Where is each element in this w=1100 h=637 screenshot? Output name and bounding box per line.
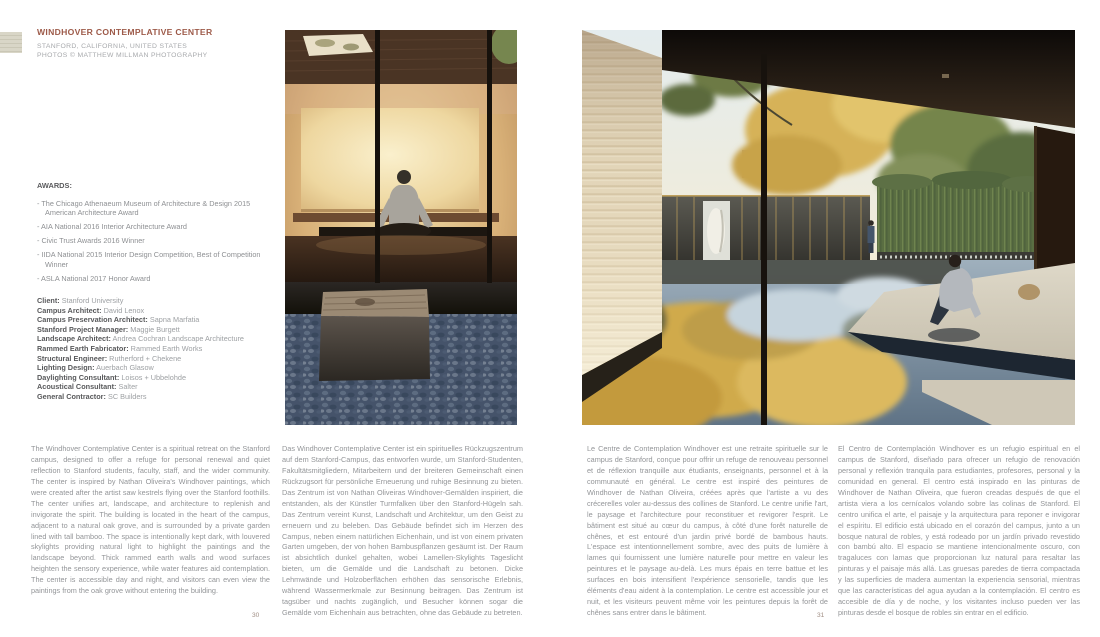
project-title: WINDHOVER CONTEMPLATIVE CENTER <box>37 27 213 37</box>
page-number-left: 30 <box>252 612 260 619</box>
body-text-french: Le Centre de Contemplation Windhover est une retraite spirituelle sur le campus de Stanford, conçue pour offrir un refuge de renouveau personnel et de réflexion tranquille aux étudiants, enseignants, personnel et à la communauté en général. Le centre est inspiré des peintures de Windhover de Nathan Oliveira, créées après que l'artiste a vu des crécerelles voler au-dessus des collines de Stanford. Le centre unifie l'art, le paysage et l'architecture pour reconstituer et revigorer l'esprit. Le bâtiment est situé au cœur du campus, à côté d'une forêt naturelle de chênes, et est entouré d'un jardin privé bordé de bambous hauts. L'espace est intentionnellement sombre, avec des puits de lumière à lames qui fournissent une lumière naturelle pour mettre en valeur les peintures et le paysage au-delà. Les murs épais en terre battue et les surfaces en bois intensifient l'expérience sensorielle, tandis que les éléments d'eau aident à la contemplation. Le centre est accessible jour et nuit, et les visiteurs peuvent même voir les peintures depuis la forêt de chênes sans entrer dans le bâtiment. <box>587 444 828 617</box>
stone-block <box>319 289 430 381</box>
credit-row: Campus Architect: David Lenox <box>37 305 145 315</box>
credit-row: Campus Preservation Architect: Sapna Marfatia <box>37 315 200 325</box>
meditation-room-illustration <box>285 30 517 425</box>
award-item: - IIDA National 2015 Interior Design Competition, Best of Competition Winner <box>37 250 261 270</box>
body-text-german: Das Windhover Contemplative Center ist ein spirituelles Rückzugszentrum auf dem Stanford-Campus, das entworfen wurde, um Stanford-Studenten, Fakultätsmitgliedern, Mitarbeitern und der breiteren Gemeinschaft einen Rückzugsort für persönliche Erneuerung und ruhige Besinnung zu bieten. Das Zentrum ist von Nathan Oliveiras Windhover-Gemälden inspiriert, die entstanden, als der Künstler Turmfalken über den Stanford-Hügeln sah. Das Zentrum vereint Kunst, Landschaft und Architektur, um den Geist zu erneuern und zu beleben. Das Gebäude befindet sich im Herzen des Campus, neben einem natürlichen Eichenhain, und ist von einem privaten Garten umgeben, der von hohen Bambuspflanzen gesäumt ist. Der Raum ist absichtlich dunkel gehalten, wobei Lamellen-Skylights Tageslicht bieten, um die Gemälde und die Landschaft zu betonen. Dicke Lehmwände und Holzoberflächen erhöhen das sensorische Erlebnis, während Wassermerkmale zur Besinnung beitragen. Das Zentrum ist tagsüber und nachts zugänglich, und Besucher können sogar die Gemälde vom Eichenhain aus betrachten, ohne das Gebäude zu betreten. <box>282 444 523 617</box>
chapter-tab <box>0 32 22 53</box>
soffit-light <box>942 74 949 78</box>
rammed-earth-wall <box>582 30 662 375</box>
credit-row: Landscape Architect: Andrea Cochran Landscape Architecture <box>37 334 244 344</box>
credit-row: Stanford Project Manager: Maggie Burgett <box>37 324 180 334</box>
glass-mullion <box>761 54 767 425</box>
credit-row: General Contractor: SC Builders <box>37 391 147 401</box>
reflecting-pool-photo <box>582 30 1075 425</box>
awards-section <box>37 181 270 288</box>
project-subheader <box>37 42 208 61</box>
credits-list <box>37 296 275 402</box>
terrace-stone <box>1018 284 1040 300</box>
body-text-spanish: El Centro de Contemplación Windhover es un refugio espiritual en el campus de Stanford, diseñado para ofrecer un refugio de renovación personal y reflexión tranquila para estudiantes, profesores, personal y la comunidad en general. El centro está inspirado en las pinturas de Windhover de Nathan Oliveira, que fueron creadas después de que el artista viera a los cernícalos volando sobre las colinas de Stanford. El centro unifica el arte, el paisaje y la arquitectura para reponer e invigorar el espíritu. El edificio está ubicado en el corazón del campus, junto a un bosque natural de robles, y está rodeado por un jardín privado revestido con bambú alto. El espacio se mantiene intencionalmente oscuro, con tragaluces con lamas que proporcionan luz natural para resaltar las pinturas y el paisaje más allá. Las gruesas paredes de tierra compactada y las superficies de madera aumentan la experiencia sensorial, mientras que las características del agua ayudan a la contemplación. El centro es accesible de día y de noche, y los visitantes incluso pueden ver las pinturas desde el bosque de robles sin entrar en el edificio. <box>838 444 1080 617</box>
reflective-floor <box>285 235 517 284</box>
award-item: - ASLA National 2017 Honor Award <box>37 274 151 284</box>
bamboo-hedge <box>872 171 1052 269</box>
page-number-right: 31 <box>817 612 825 619</box>
credit-row: Structural Engineer: Rutherford + Chekene <box>37 353 182 363</box>
award-item: - The Chicago Athenaeum Museum of Architecture & Design 2015 American Architecture Award <box>37 198 251 218</box>
award-item: - AIA National 2016 Interior Architecture Award <box>37 222 187 232</box>
credit-row: Client: Stanford University <box>37 296 124 305</box>
credit-row: Daylighting Consultant: Loisos + Ubbelohde <box>37 372 187 382</box>
award-item: - Civic Trust Awards 2016 Winner <box>37 236 145 246</box>
reflecting-pool-illustration <box>582 30 1075 425</box>
credit-row: Lighting Design: Auerbach Glasow <box>37 363 154 373</box>
body-text-english: The Windhover Contemplative Center is a spiritual retreat on the Stanford campus, designed to offer a refuge for personal renewal and quiet reflection to Stanford students, faculty, staff, and the wider community. The center is inspired by Nathan Oliveira's Windhover paintings, which were created after the artist saw kestrels flying over the Stanford foothills. The center unifies art, landscape, and architecture to replenish and invigorate the spirit. The building is located in the heart of the campus, adjacent to a natural oak grove, and is surrounded by a private garden lined with tall bamboo. The space is intentionally kept dark, with louvered skylights providing natural light to highlight the paintings and the landscape beyond. Thick rammed earth walls and wood surfaces heighten the sensory experience, while water features aid contemplation. The center is accessible day and night, and visitors can even view the paintings from the oak grove without entering the building. <box>31 444 270 596</box>
credit-row: Rammed Earth Fabricator: Rammed Earth Works <box>37 343 203 353</box>
wood-ceiling <box>285 30 517 84</box>
project-location: STANFORD, CALIFORNIA, UNITED STATES <box>37 43 188 50</box>
awards-heading: AWARDS: <box>37 181 72 190</box>
credit-row: Acoustical Consultant: Salter <box>37 382 138 392</box>
photo-credit: PHOTOS © MATTHEW MILLMAN PHOTOGRAPHY <box>37 52 208 60</box>
meditation-room-photo <box>285 30 517 425</box>
